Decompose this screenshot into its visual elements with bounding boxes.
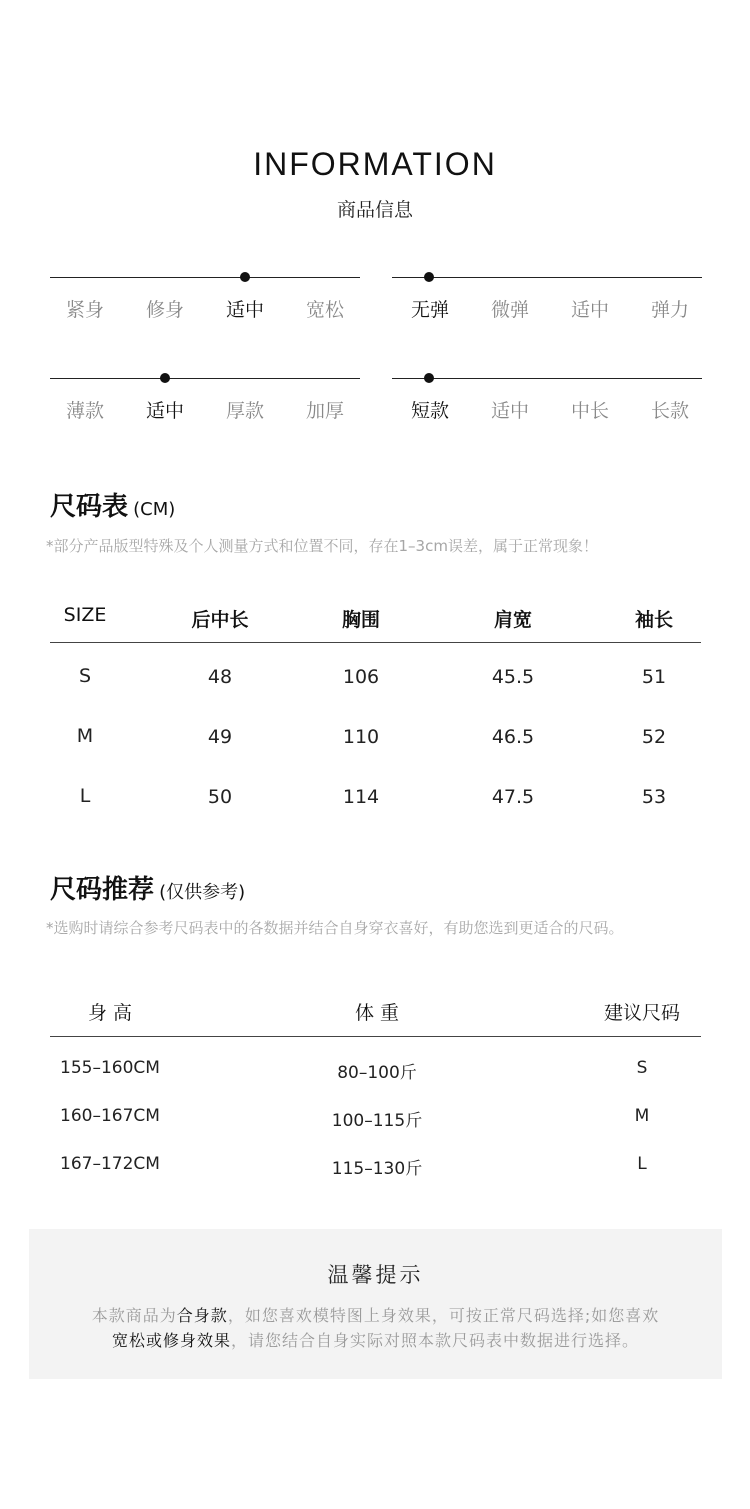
size-table-cell: 48	[207, 666, 233, 688]
tips-line-2	[29, 1328, 722, 1351]
recommend-header: 建议尺码	[603, 1002, 680, 1024]
recommend-cell: M	[634, 1106, 650, 1126]
size-table-header: 肩宽	[493, 609, 532, 631]
recommend-divider	[50, 1036, 701, 1037]
scale-option: 适中	[570, 299, 609, 321]
scale-option: 微弹	[490, 299, 529, 321]
size-table-divider	[50, 642, 701, 643]
size-table-unit: (CM)	[133, 499, 176, 520]
thickness-scale-marker	[160, 373, 170, 383]
size-table-header: SIZE	[63, 604, 107, 626]
recommend-cell: S	[636, 1058, 648, 1078]
recommend-header: 体 重	[354, 1002, 400, 1024]
fit-scale-marker	[240, 272, 250, 282]
recommend-header: 身 高	[87, 1002, 133, 1024]
scale-option: 修身	[145, 299, 184, 321]
scale-option-selected: 适中	[145, 400, 184, 422]
size-table-cell: 53	[641, 786, 667, 808]
recommend-subtitle: (仅供参考)	[159, 882, 246, 903]
scale-option: 中长	[570, 400, 609, 422]
elasticity-scale-marker	[424, 272, 434, 282]
size-table-cell: 47.5	[491, 786, 535, 808]
scale-option-selected: 无弹	[410, 299, 449, 321]
recommend-cell: 100–115斤	[331, 1111, 423, 1131]
length-scale-marker	[424, 373, 434, 383]
tips-text: ，请您结合自身实际对照本款尺码表中数据进行选择。	[231, 1331, 640, 1350]
recommend-title: 尺码推荐	[50, 875, 155, 905]
tips-text: ，如您喜欢模特图上身效果，可按正常尺码选择;如您喜欢	[227, 1306, 660, 1325]
tips-text: 本款商品为	[91, 1306, 177, 1325]
size-table-header: 胸围	[341, 609, 380, 631]
recommend-cell: 115–130斤	[331, 1159, 423, 1179]
size-table-cell: 51	[641, 666, 667, 688]
scale-option: 薄款	[65, 400, 104, 422]
tips-line-1	[29, 1303, 722, 1326]
scale-option-selected: 适中	[225, 299, 264, 321]
tips-highlight: 合身款	[176, 1306, 228, 1325]
size-table-cell: 46.5	[491, 726, 535, 748]
recommend-cell: 80–100斤	[337, 1063, 417, 1083]
fit-scale	[50, 277, 360, 337]
recommend-note: *选购时请综合参考尺码表中的各数据并结合自身穿衣喜好，有助您选到更适合的尺码。	[46, 919, 624, 937]
size-table-cell: 106	[342, 666, 380, 688]
size-table-cell: 110	[342, 726, 380, 748]
size-table-cell: M	[76, 725, 94, 747]
tips-highlight: 宽松或修身效果	[111, 1331, 231, 1350]
info-title-cn: 商品信息	[336, 199, 413, 221]
scale-option: 厚款	[225, 400, 264, 422]
recommend-cell: 160–167CM	[60, 1106, 160, 1126]
elasticity-scale	[392, 277, 702, 337]
recommend-cell: 167–172CM	[60, 1154, 160, 1174]
size-table-note: *部分产品版型特殊及个人测量方式和位置不同，存在1–3cm误差，属于正常现象！	[46, 537, 598, 555]
thickness-scale	[50, 378, 360, 438]
size-table-header: 后中长	[191, 609, 249, 631]
scale-option-selected: 短款	[410, 400, 449, 422]
scale-option: 紧身	[65, 299, 104, 321]
size-table-cell: 49	[207, 726, 233, 748]
scale-option: 适中	[490, 400, 529, 422]
size-table-cell: L	[79, 785, 91, 807]
recommend-heading	[50, 869, 245, 906]
size-table-cell: 45.5	[491, 666, 535, 688]
length-scale	[392, 378, 702, 438]
recommend-cell: 155–160CM	[60, 1058, 160, 1078]
size-table-header: 袖长	[634, 609, 673, 631]
tips-title: 温馨提示	[327, 1263, 424, 1287]
size-table-cell: 114	[342, 786, 380, 808]
size-table-cell: S	[78, 665, 92, 687]
tips-box	[29, 1229, 722, 1379]
scale-option: 加厚	[305, 400, 344, 422]
info-title-en: INFORMATION	[253, 146, 497, 182]
scale-option: 长款	[650, 400, 689, 422]
size-table-cell: 52	[641, 726, 667, 748]
size-table-title: 尺码表	[50, 492, 129, 522]
size-table-heading	[50, 486, 175, 523]
scale-option: 宽松	[305, 299, 344, 321]
size-table-cell: 50	[207, 786, 233, 808]
recommend-cell: L	[637, 1154, 647, 1174]
scale-option: 弹力	[650, 299, 689, 321]
